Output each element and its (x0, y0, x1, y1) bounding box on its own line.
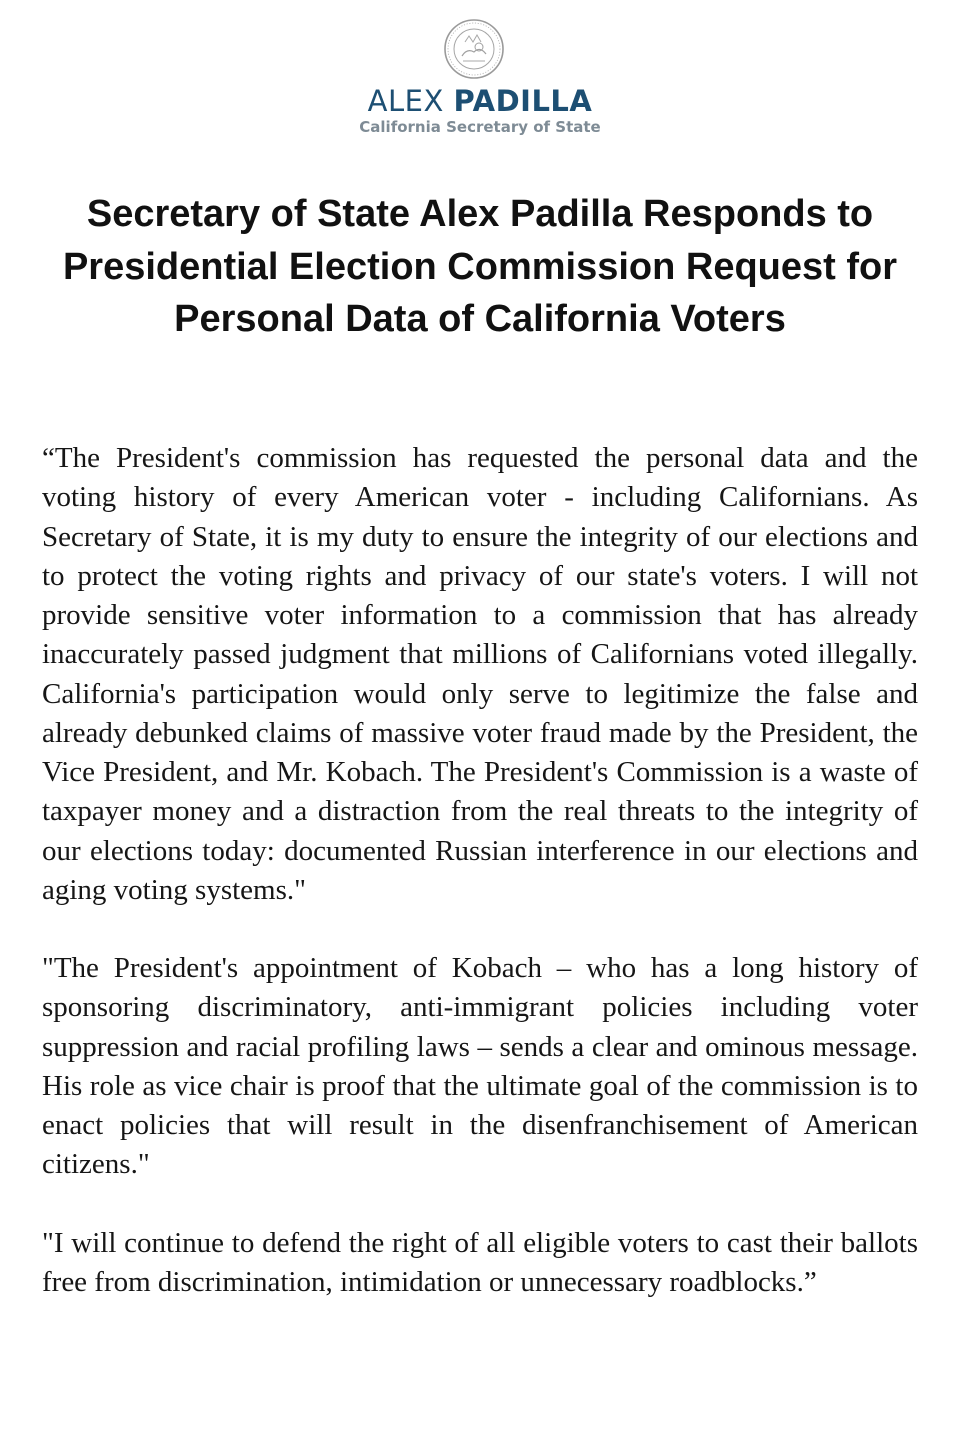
brand-first-name: ALEX (367, 84, 444, 118)
california-state-seal-icon (443, 18, 505, 80)
statement-paragraph-3: "I will continue to defend the right of all eligible voters to cast their ballots free from discrimination, intimidation or unnecessary roadblocks.” (42, 1226, 918, 1298)
brand-last-name: PADILLA (453, 84, 593, 118)
brand-name (0, 84, 960, 118)
brand-logo (0, 84, 960, 136)
statement-paragraph-1: “The President's commission has requested the personal data and the voting history of every American voter - including Californians. As Secretary of State, it is my duty to ensure the integrity of our elections and to protect the voting rights and privacy of our state's voters. I will not provide sensitive voter information to a commission that has already inaccurately passed judgment that millions of Californians voted illegally. California's participation would only serve to legitimize the false and already debunked claims of massive voter fraud made by the President, the Vice President, and Mr. Kobach. The President's Commission is a waste of taxpayer money and a distraction from the real threats to the integrity of our elections today: documented Russian interference in our elections and aging voting systems." (42, 442, 918, 906)
press-release-title: Secretary of State Alex Padilla Responds to Presidential Election Commission Request for Personal Data of California Voters (62, 193, 898, 340)
statement-body (42, 439, 918, 1302)
brand-subtitle: California Secretary of State (359, 118, 601, 136)
statement-paragraph-2: "The President's appointment of Kobach – who has a long history of sponsoring discriminatory, anti-immigrant policies including voter suppression and racial profiling laws – sends a clear and ominous message. His role as vice chair is proof that the ultimate goal of the commission is to enact policies that will result in the disenfranchisement of American citizens." (42, 952, 918, 1181)
